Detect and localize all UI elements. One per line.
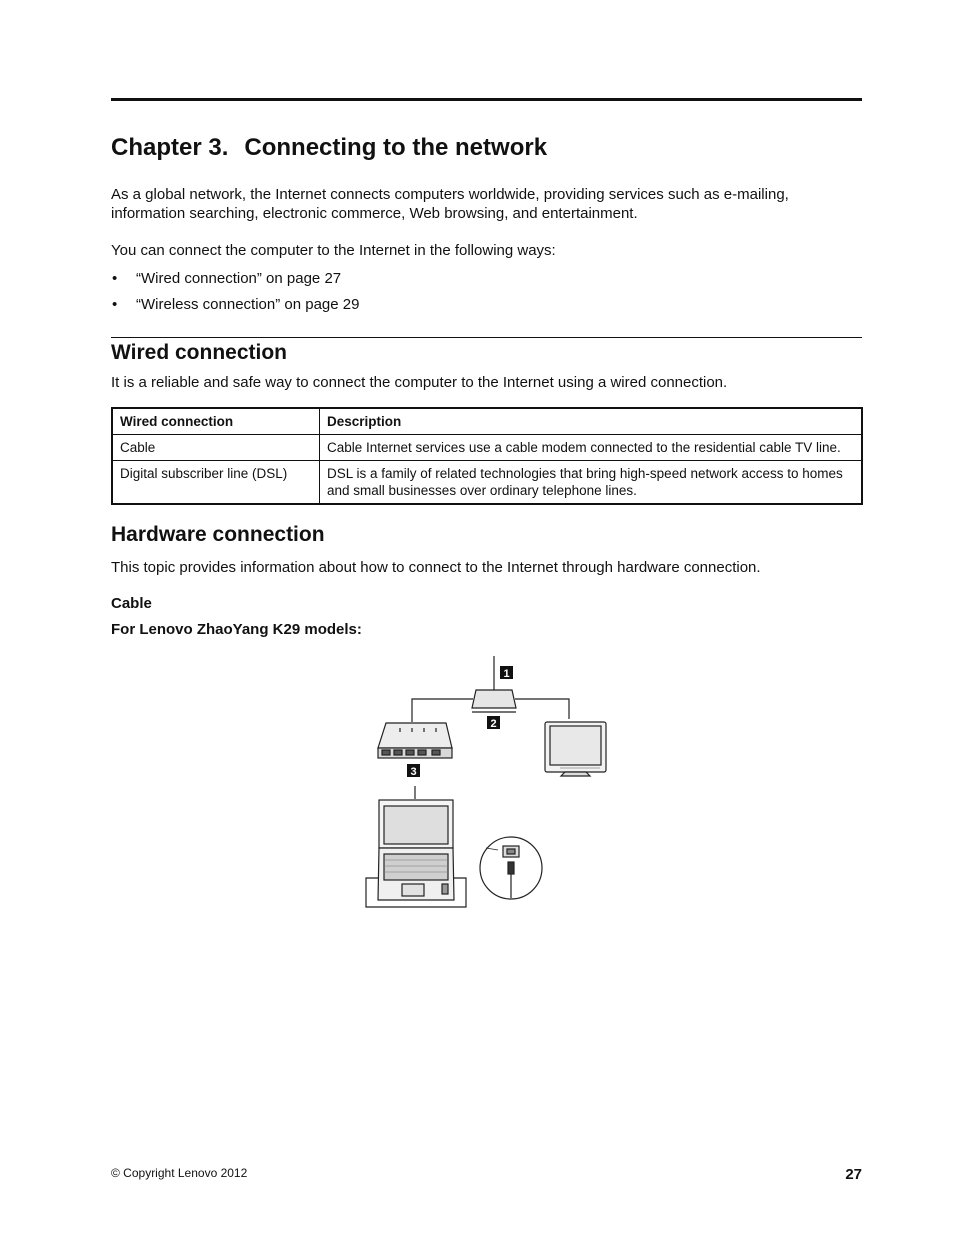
ethernet-port-magnifier-icon: [480, 837, 542, 899]
cable-modem-icon: [378, 723, 452, 758]
wired-connection-link[interactable]: “Wired connection” on page 27: [136, 270, 342, 287]
chapter-number: Chapter 3.: [111, 134, 229, 161]
page-number: 27: [845, 1166, 862, 1183]
table-header-row: [112, 408, 862, 435]
wireless-connection-link[interactable]: “Wireless connection” on page 29: [136, 296, 360, 313]
callout-1-icon: [500, 666, 513, 680]
callout-2-label: 2: [490, 718, 497, 730]
wired-connection-table: [111, 407, 863, 505]
list-item: [111, 295, 359, 321]
cable-to-modem-line: [412, 699, 473, 722]
models-heading: For Lenovo ZhaoYang K29 models:: [111, 621, 362, 638]
list-item: [111, 269, 359, 295]
callout-1-label: 1: [503, 668, 510, 680]
intro-paragraph: As a global network, the Internet connects computers worldwide, providing services such as e-mailing, information searching, electronic commerce, Web browsing, and entertainment.: [111, 186, 789, 222]
cable-heading: Cable: [111, 595, 152, 612]
chapter-name: Connecting to the network: [244, 134, 548, 161]
footer-copyright: © Copyright Lenovo 2012: [111, 1166, 248, 1180]
table-cell: Digital subscriber line (DSL): [112, 461, 320, 505]
table-row: [112, 435, 862, 461]
table-header-cell: Description: [320, 408, 863, 435]
top-rule: [111, 98, 862, 101]
callout-3-icon: [407, 764, 420, 778]
wired-connection-description: It is a reliable and safe way to connect the computer to the Internet using a wired connection.: [111, 374, 728, 391]
hardware-connection-description: This topic provides information about how to connect to the Internet through hardware connection.: [111, 559, 761, 576]
hardware-connection-heading: Hardware connection: [111, 523, 325, 546]
splitter-icon: [472, 690, 516, 708]
table-header-cell: Wired connection: [112, 408, 320, 435]
table-row: [112, 461, 862, 505]
tv-monitor-icon: [545, 722, 606, 776]
table-cell: Cable Internet services use a cable modem connected to the residential cable TV line.: [320, 435, 863, 461]
table-cell: DSL is a family of related technologies that bring high-speed network access to homes and small businesses over ordinary telephone lines.: [320, 461, 863, 505]
section-rule: [111, 337, 862, 338]
table-cell: Cable: [112, 435, 320, 461]
cable-connection-diagram: [360, 652, 610, 912]
laptop-icon: [378, 800, 454, 900]
cable-to-tv-line: [515, 699, 569, 719]
ways-list: [111, 269, 359, 321]
callout-2-icon: [487, 716, 500, 730]
wired-connection-heading: Wired connection: [111, 341, 287, 364]
ways-intro: You can connect the computer to the Internet in the following ways:: [111, 242, 556, 259]
chapter-title: [111, 134, 547, 162]
callout-3-label: 3: [410, 766, 417, 778]
